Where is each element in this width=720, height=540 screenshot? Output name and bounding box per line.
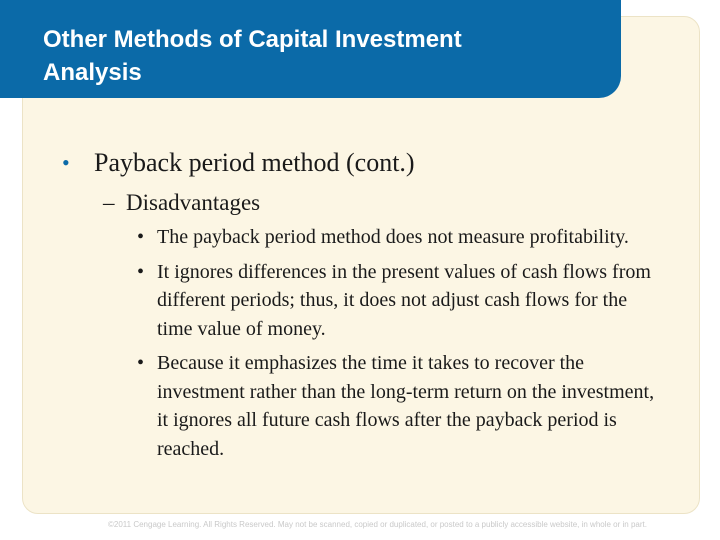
bullet-icon: • bbox=[137, 352, 145, 374]
sub-bullet-item bbox=[137, 223, 682, 252]
slide-content bbox=[62, 145, 682, 469]
bullet-icon: • bbox=[137, 260, 145, 283]
sub-bullet-item bbox=[137, 258, 682, 344]
bullet-level-1-text: Payback period method (cont.) bbox=[94, 148, 415, 177]
sub-bullet-list bbox=[137, 223, 682, 463]
sub-bullet-text: It ignores differences in the present values of cash flows from different periods; thus, it does not adjust cash flows for the time value of money. bbox=[157, 260, 651, 340]
dash-icon: – bbox=[103, 190, 115, 215]
sub-bullet-text: Because it emphasizes the time it takes to recover the investment rather than the long-term return on the investment, it ignores all future cash flows after the payback period is reached. bbox=[157, 352, 655, 460]
bullet-level-1 bbox=[62, 145, 682, 181]
slide-title: Other Methods of Capital Investment Analysis bbox=[43, 26, 462, 86]
bullet-level-2-text: Disadvantages bbox=[126, 190, 261, 215]
sub-bullet-text: The payback period method does not measure profitability. bbox=[157, 226, 629, 248]
bullet-icon: • bbox=[62, 150, 70, 175]
bullet-icon: • bbox=[137, 226, 145, 248]
copyright-footer: ©2011 Cengage Learning. All Rights Reserved. May not be scanned, copied or duplicated, or posted to a publicly accessible website, in whole or in part. bbox=[108, 520, 647, 529]
bullet-level-2 bbox=[103, 187, 682, 219]
sub-bullet-item bbox=[137, 349, 682, 463]
title-bar bbox=[0, 0, 621, 98]
